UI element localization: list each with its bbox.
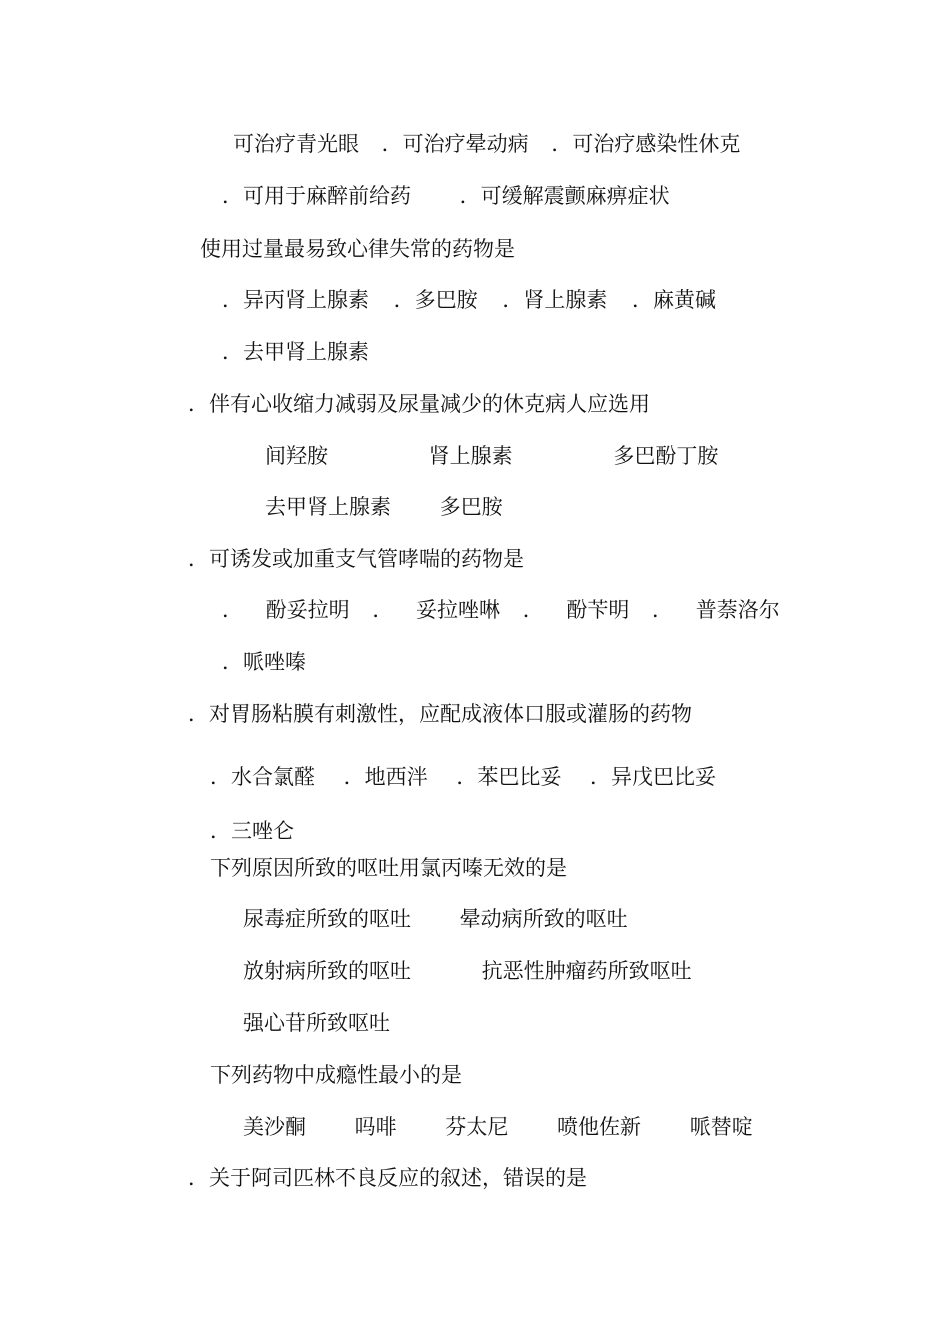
q1-option-line-1: 可治疗青光眼 ．可治疗晕动病 ．可治疗感染性休克 — [233, 132, 741, 156]
q4-stem: ．可诱发或加重支气管哮喘的药物是 — [188, 547, 524, 571]
q2-stem: 使用过量最易致心律失常的药物是 — [200, 237, 515, 261]
q2-option-line-1: ．异丙肾上腺素 ．多巴胺 ．肾上腺素 ．麻黄碱 — [222, 288, 717, 312]
q8-stem: ．关于阿司匹林不良反应的叙述，错误的是 — [188, 1166, 587, 1190]
q5-option-line-2: ．三唑仑 — [210, 819, 294, 843]
q2-option-line-2: ．去甲肾上腺素 — [222, 340, 369, 364]
q6-option-line-3: 强心苷所致呕吐 — [243, 1011, 390, 1035]
q3-option-line-1: 间羟胺 肾上腺素 多巴酚丁胺 — [265, 444, 719, 468]
q4-option-line-2: ．哌唑嗪 — [222, 650, 306, 674]
q5-stem: ．对胃肠粘膜有刺激性，应配成液体口服或灌肠的药物 — [188, 702, 692, 726]
q6-stem: 下列原因所致的呕吐用氯丙嗪无效的是 — [210, 856, 567, 880]
q3-stem: ．伴有心收缩力减弱及尿量减少的休克病人应选用 — [188, 392, 650, 416]
q6-option-line-1: 尿毒症所致的呕吐 晕动病所致的呕吐 — [243, 907, 628, 931]
q5-option-line-1: ．水合氯醛 ．地西泮 ．苯巴比妥 ．异戊巴比妥 — [210, 765, 717, 789]
q6-option-line-2: 放射病所致的呕吐 抗恶性肿瘤药所致呕吐 — [243, 959, 692, 983]
q3-option-line-2: 去甲肾上腺素 多巴胺 — [265, 495, 503, 519]
q4-option-line-1: ． 酚妥拉明 ． 妥拉唑啉 ． 酚苄明 ． 普萘洛尔 — [222, 598, 780, 622]
q7-stem: 下列药物中成瘾性最小的是 — [210, 1063, 462, 1087]
q7-option-line-1: 美沙酮 吗啡 芬太尼 喷他佐新 哌替啶 — [243, 1115, 753, 1139]
q1-option-line-2: ．可用于麻醉前给药 ．可缓解震颤麻痹症状 — [222, 184, 670, 208]
